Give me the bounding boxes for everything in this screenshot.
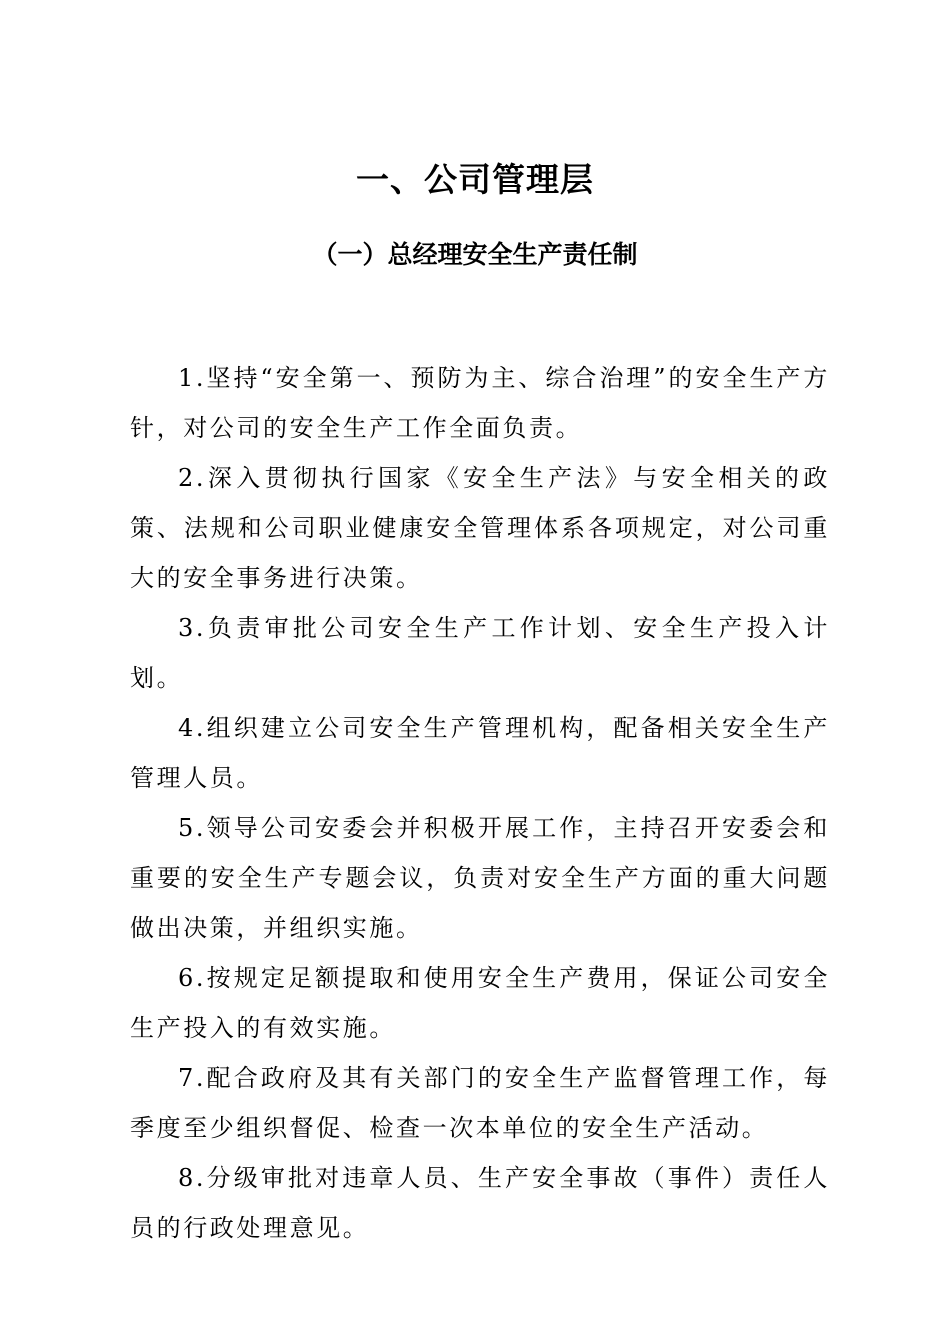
section-subtitle: （一）总经理安全生产责任制 [312, 240, 638, 269]
paragraph-2: 2.深入贯彻执行国家《安全生产法》与安全相关的政策、法规和公司职业健康安全管理体系各项规定，对公司重大的安全事务进行决策。 [130, 464, 830, 592]
paragraph-6: 6.按规定足额提取和使用安全生产费用，保证公司安全生产投入的有效实施。 [130, 964, 830, 1042]
paragraph-3: 3.负责审批公司安全生产工作计划、安全生产投入计划。 [130, 614, 830, 692]
paragraph-5: 5.领导公司安委会并积极开展工作，主持召开安委会和重要的安全生产专题会议，负责对安全生产方面的重大问题做出决策，并组织实施。 [130, 814, 830, 942]
document-body [130, 353, 830, 1253]
paragraph-1: 1.坚持“安全第一、预防为主、综合治理”的安全生产方针，对公司的安全生产工作全面负责。 [130, 364, 830, 442]
paragraph-8: 8.分级审批对违章人员、生产安全事故（事件）责任人员的行政处理意见。 [130, 1164, 830, 1242]
paragraph-4: 4.组织建立公司安全生产管理机构，配备相关安全生产管理人员。 [130, 714, 830, 792]
section-title: 一、公司管理层 [356, 160, 594, 199]
paragraph-7: 7.配合政府及其有关部门的安全生产监督管理工作，每季度至少组织督促、检查一次本单位的安全生产活动。 [130, 1064, 830, 1142]
